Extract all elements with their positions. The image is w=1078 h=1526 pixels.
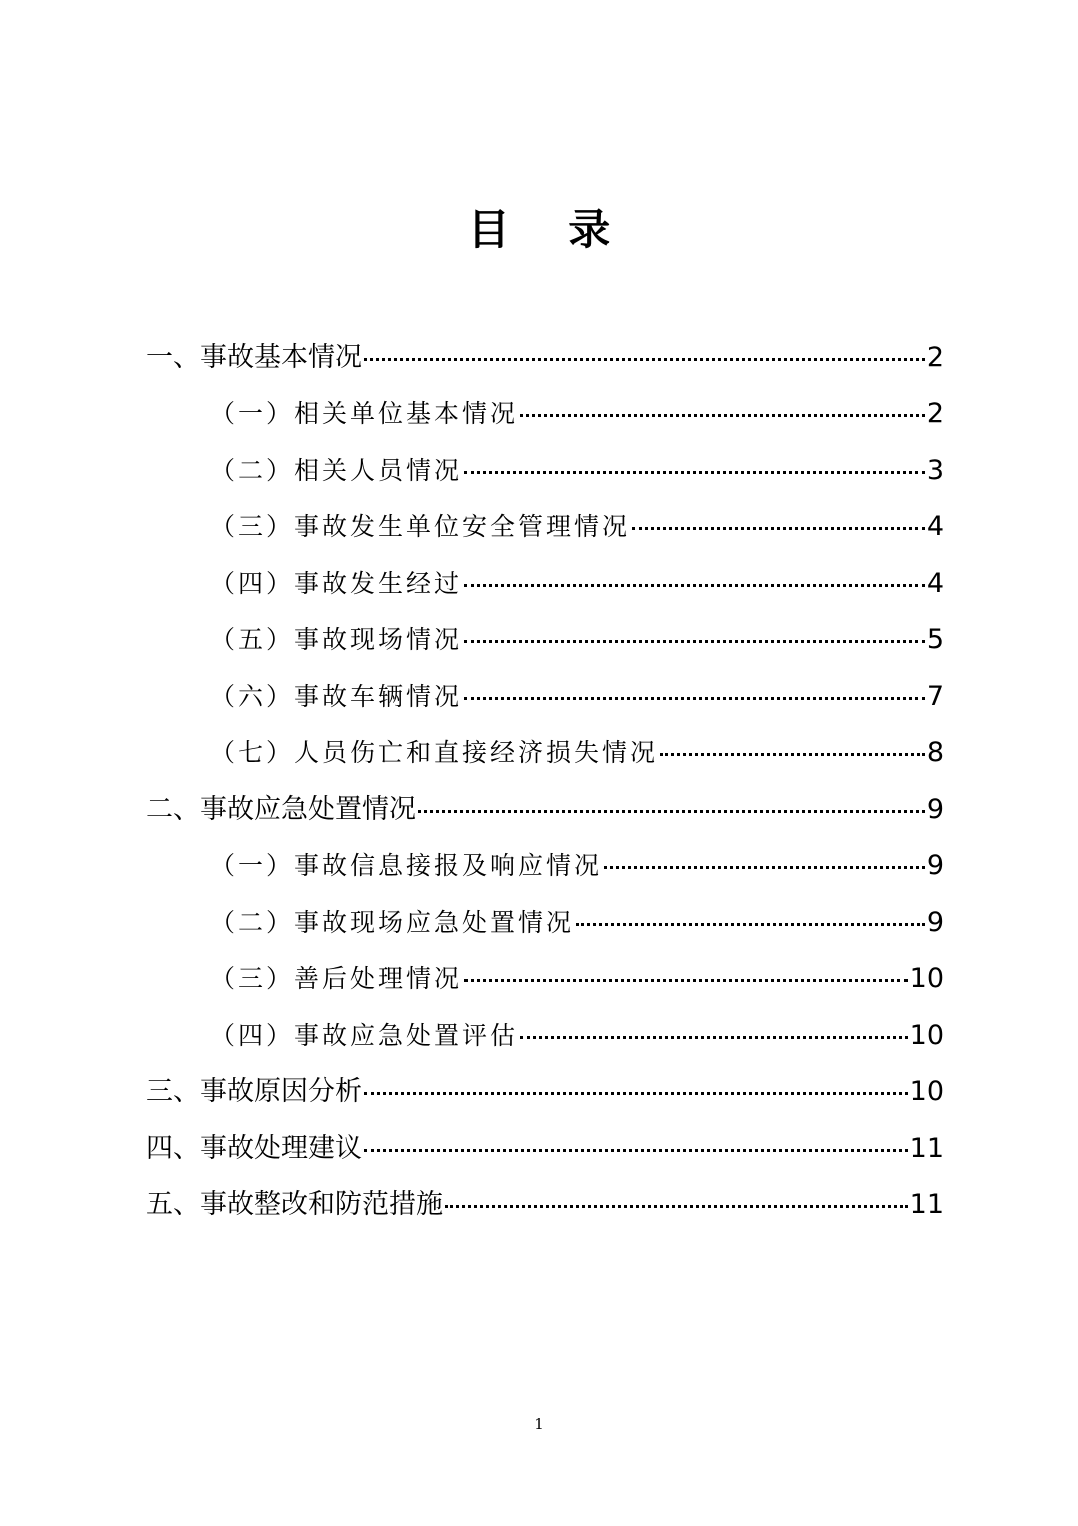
toc-entry-page: 10 — [909, 1076, 944, 1107]
toc-entry[interactable] — [146, 1121, 944, 1177]
toc-dot-leader — [364, 358, 925, 361]
toc-dot-leader — [464, 697, 925, 700]
toc-entry-page: 9 — [926, 850, 944, 881]
toc-entry-page: 8 — [926, 737, 944, 768]
toc-entry-label: （七）人员伤亡和直接经济损失情况 — [210, 738, 659, 767]
toc-dot-leader — [604, 866, 925, 869]
toc-entry[interactable] — [210, 443, 944, 499]
toc-entry-label: 四、事故处理建议 — [146, 1133, 362, 1164]
toc-entry[interactable] — [210, 1008, 944, 1064]
toc-entry[interactable] — [210, 725, 944, 781]
toc-entry-page: 5 — [926, 624, 944, 655]
toc-dot-leader — [464, 640, 925, 643]
toc-entry-page: 9 — [926, 907, 944, 938]
toc-entry-label: （二）事故现场应急处置情况 — [210, 908, 575, 937]
toc-dot-leader — [464, 979, 908, 982]
toc-entry[interactable] — [210, 951, 944, 1007]
toc-entry-label: 二、事故应急处置情况 — [146, 794, 416, 825]
toc-entry-page: 11 — [909, 1189, 944, 1220]
toc-entry-page: 2 — [926, 342, 944, 373]
toc-dot-leader — [364, 1149, 908, 1152]
toc-entry-page: 10 — [909, 1020, 944, 1051]
toc-entry-label: 三、事故原因分析 — [146, 1076, 362, 1107]
toc-dot-leader — [576, 923, 925, 926]
toc-entry[interactable] — [210, 612, 944, 668]
toc-entry-label: （六）事故车辆情况 — [210, 682, 463, 711]
toc-entry-page: 10 — [909, 963, 944, 994]
toc-dot-leader — [632, 527, 925, 530]
toc-entry-label: （二）相关人员情况 — [210, 456, 463, 485]
toc-entry[interactable] — [210, 499, 944, 555]
toc-dot-leader — [445, 1205, 908, 1208]
toc-entry-page: 4 — [926, 568, 944, 599]
toc-entry[interactable] — [210, 556, 944, 612]
toc-entry-label: （一）相关单位基本情况 — [210, 399, 519, 428]
toc-dot-leader — [464, 471, 925, 474]
toc-entry[interactable] — [146, 1064, 944, 1120]
toc-entry-label: 五、事故整改和防范措施 — [146, 1189, 443, 1220]
toc-entry-label: （四）事故应急处置评估 — [210, 1021, 519, 1050]
toc-entry-label: （三）事故发生单位安全管理情况 — [210, 512, 631, 541]
page-number: 1 — [534, 1415, 544, 1433]
toc-dot-leader — [520, 1036, 908, 1039]
toc-dot-leader — [660, 753, 925, 756]
toc-entry-page: 4 — [926, 511, 944, 542]
toc-entry-page: 9 — [926, 794, 944, 825]
toc-entry-label: 一、事故基本情况 — [146, 342, 362, 373]
toc-entry-page: 11 — [909, 1133, 944, 1164]
toc-entry[interactable] — [210, 386, 944, 442]
toc-entry-label: （五）事故现场情况 — [210, 625, 463, 654]
toc-entry-page: 3 — [926, 455, 944, 486]
toc-dot-leader — [464, 584, 925, 587]
toc-dot-leader — [418, 810, 925, 813]
toc-entry[interactable] — [210, 669, 944, 725]
toc-entry[interactable] — [146, 1177, 944, 1233]
toc-entry-label: （三）善后处理情况 — [210, 964, 463, 993]
toc-entry-page: 2 — [926, 398, 944, 429]
toc-dot-leader — [364, 1092, 908, 1095]
toc-entry[interactable] — [210, 838, 944, 894]
toc-entry[interactable] — [146, 330, 944, 386]
toc-entry[interactable] — [146, 782, 944, 838]
toc-entry[interactable] — [210, 895, 944, 951]
document-title: 目 录 — [467, 205, 611, 254]
toc-entry-label: （四）事故发生经过 — [210, 569, 463, 598]
toc-entry-label: （一）事故信息接报及响应情况 — [210, 851, 603, 880]
toc-entry-page: 7 — [926, 681, 944, 712]
toc-dot-leader — [520, 414, 925, 417]
